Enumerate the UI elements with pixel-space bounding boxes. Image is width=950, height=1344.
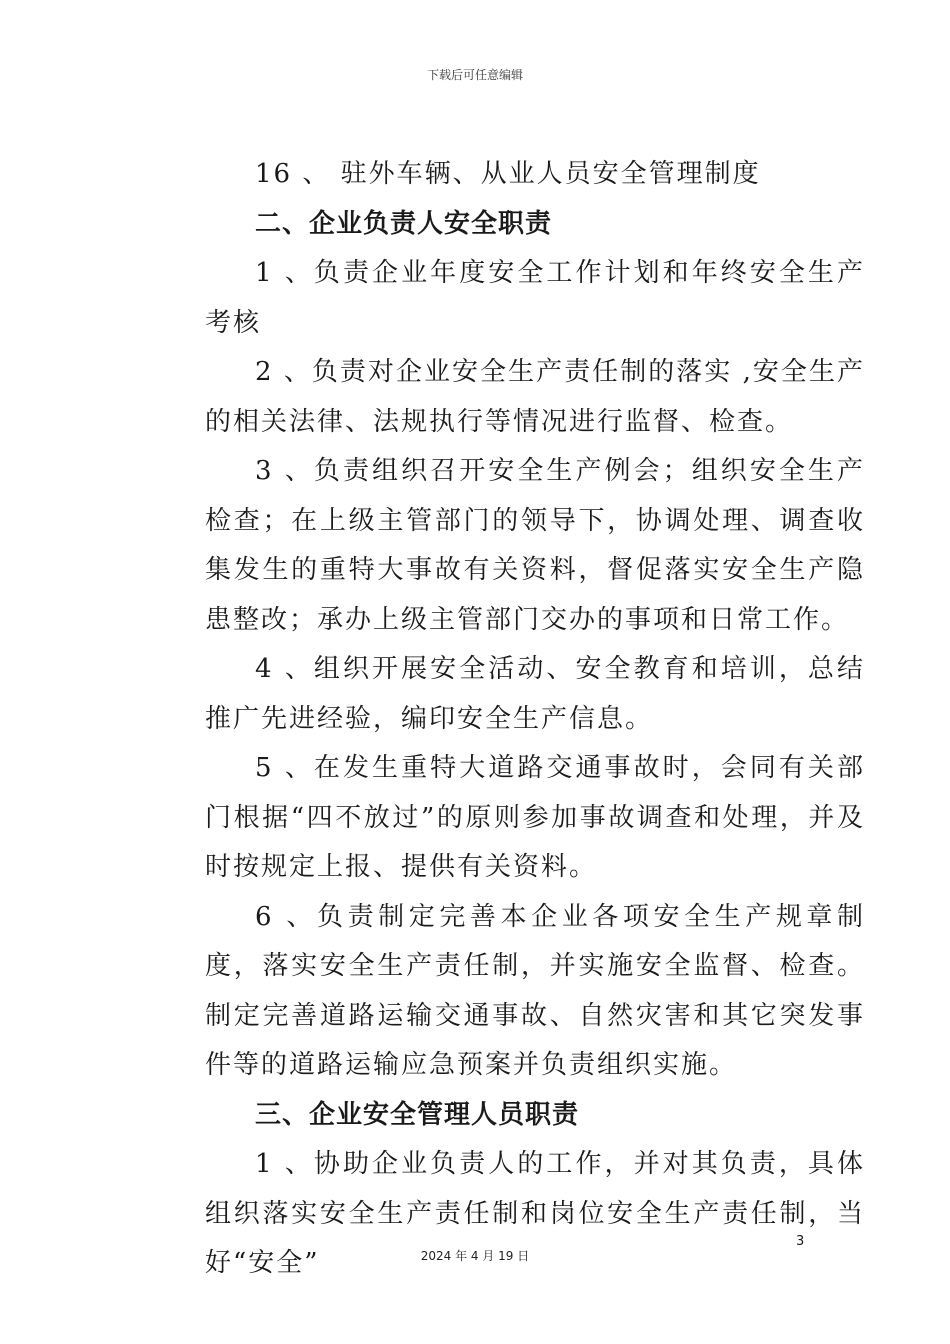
section-heading-2: 二、企业负责人安全职责 (255, 208, 553, 239)
section-heading-3: 三、企业安全管理人员职责 (255, 1099, 580, 1130)
section2-item-4: 4 、组织开展安全活动、安全教育和培训，总结推广先进经验，编印安全生产信息。 (205, 654, 865, 734)
page-header-note: 下载后可任意编辑 (426, 68, 523, 82)
list-item-16: 16 、 驻外车辆、从业人员安全管理制度 (255, 159, 761, 189)
section2-item-2: 2 、负责对企业安全生产责任制的落实 ,安全生产的相关法律、法规执行等情况进行监督、检查。 (205, 357, 865, 437)
section3-item-1: 1 、协助企业负责人的工作，并对其负责，具体组织落实安全生产责任制和岗位安全生产责任制，当好“安全” (205, 1149, 865, 1278)
section2-item-5: 5 、在发生重特大道路交通事故时，会同有关部门根据“四不放过”的原则参加事故调查和处理，并及时按规定上报、提供有关资料。 (205, 753, 865, 882)
document-body (205, 150, 865, 1289)
section2-item-6: 6 、负责制定完善本企业各项安全生产规章制度，落实安全生产责任制，并实施安全监督、检查。制定完善道路运输交通事故、自然灾害和其它突发事件等的道路运输应急预案并负责组织实施。 (205, 901, 865, 1080)
section2-item-1: 1 、负责企业年度安全工作计划和年终安全生产考核 (205, 258, 865, 338)
page-number: 3 (796, 1234, 805, 1249)
footer-date: 2024 年 4 月 19 日 (420, 1249, 530, 1263)
section2-item-3: 3 、负责组织召开安全生产例会；组织安全生产检查；在上级主管部门的领导下，协调处理、调查收集发生的重特大事故有关资料，督促落实安全生产隐患整改；承办上级主管部门交办的事项和日常工作。 (205, 456, 865, 635)
